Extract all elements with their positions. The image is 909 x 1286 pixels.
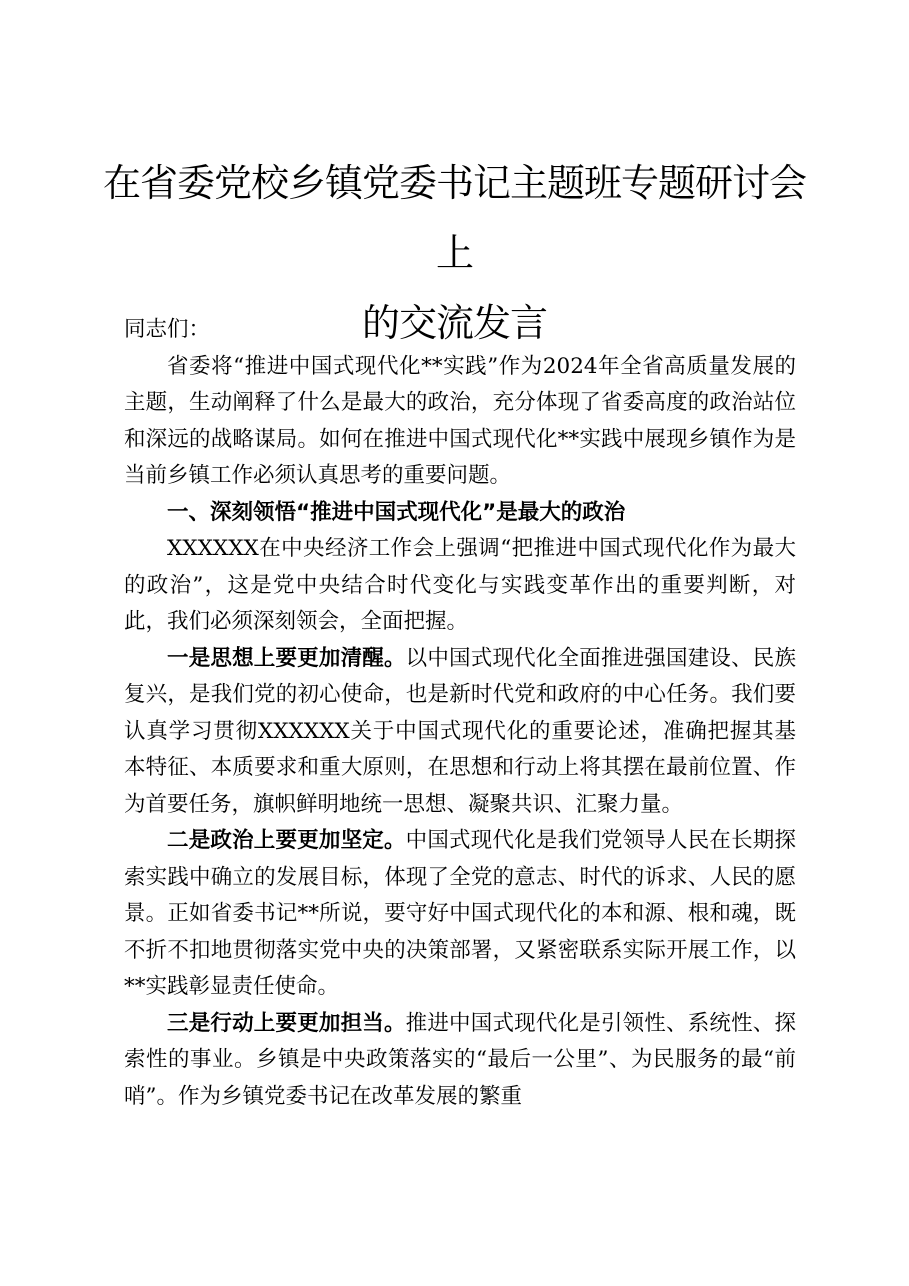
point-3-text: 推进中国式现代化是引领性、系统性、探索性的事业。乡镇是中央政策落实的“最后一公里”、为民服务的最“前哨”。作为乡镇党委书记在改革发展的繁重 <box>124 1010 796 1109</box>
salutation: 同志们： <box>124 317 211 342</box>
section-1-intro-paragraph: XXXXXX在中央经济工作会上强调“把推进中国式现代化作为最大的政治”，这是党中央结合时代变化与实践变革作出的重要判断，对此，我们必须深刻领会，全面把握。 <box>124 536 796 634</box>
section-1-heading: 一、深刻领悟“推进中国式现代化”是最大的政治 <box>167 499 626 525</box>
title-line-2: 的交流发言 <box>361 301 547 345</box>
point-2-lead: 二是政治上要更加坚定。 <box>167 828 406 853</box>
point-2-text: 中国式现代化是我们党领导人民在长期探索实践中确立的发展目标，体现了全党的意志、时代的诉求、人民的愿景。正如省委书记**所说，要守好中国式现代化的本和源、根和魂，既不折不扣地贯彻落实党中央的决策部署，又紧密联系实际开展工作，以**实践彰显责任使命。 <box>124 828 796 999</box>
point-1-lead: 一是思想上要更加清醒。 <box>167 645 406 671</box>
point-2-paragraph <box>124 823 796 1006</box>
point-1-text: 以中国式现代化全面推进强国建设、民族复兴，是我们党的初心使命，也是新时代党和政府的中心任务。我们要认真学习贯彻XXXXXX关于中国式现代化的重要论述，准确把握其基本特征、本质要求和重大原则，在思想和行动上将其摆在最前位置、作为首要任务，旗帜鲜明地统一思想、凝聚共识、汇聚力量。 <box>124 645 796 817</box>
point-1-paragraph <box>124 641 796 824</box>
document-body <box>124 312 796 1115</box>
intro-paragraph: 省委将“推进中国式现代化**实践”作为2024年全省高质量发展的主题，生动阐释了什么是最大的政治，充分体现了省委高度的政治站位和深远的战略谋局。如何在推进中国式现代化**实践中展现乡镇作为是当前乡镇工作必须认真思考的重要问题。 <box>124 353 796 488</box>
point-3-paragraph <box>124 1006 796 1116</box>
title-line-1: 在省委党校乡镇党委书记主题班专题研讨会上 <box>102 161 806 275</box>
point-3-lead: 三是行动上要更加担当。 <box>167 1010 406 1036</box>
